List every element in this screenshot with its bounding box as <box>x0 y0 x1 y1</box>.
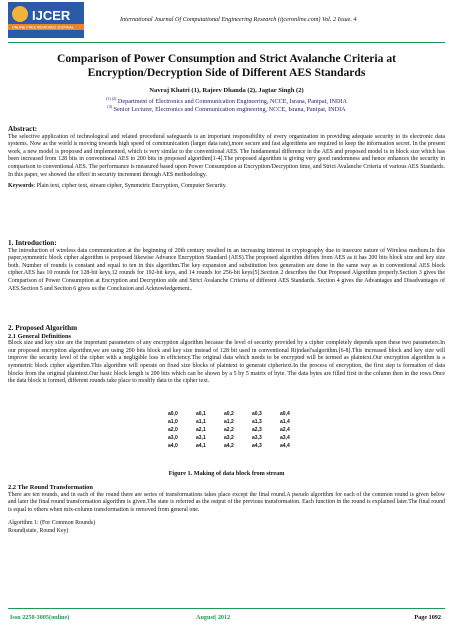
matrix-cell: a4,3 <box>252 443 262 449</box>
matrix-cell: a3,0 <box>168 435 178 441</box>
matrix-cell: a4,1 <box>196 443 206 449</box>
keywords-line <box>8 183 445 191</box>
matrix-row <box>168 419 308 427</box>
footer-date: August| 2012 <box>196 614 231 621</box>
section-2-1-text: Block size and key size are the important parameters of any encryption algorithm because the level of security provided by a cipher completely depends upon these two parameters.In our proposed encryption algorithm,we are using 200 bits block and key size instead of 128 bit used in conventional Rijndael'salgorithm.[6-8].This increased block and key size will improve the security level of the cipher with a negligible loss in efficiency.The original data which needs to be encrypted will be termed as plaintext.Our encryption algorithm is a symmetric block cipher algorithm.This algorithm will operate on fixed size blocks of plaintext to generate ciphertext.In the process of encryption, the first step is formation of data blocks from the original plaintext.Our basic block length is 200 bits which can be shown by a 5 by 5 matrix of byte. The data bytes are filled first in the column then in the rows.Once the data block is formed, different rounds take place to modify data to the cipher text. <box>8 340 445 385</box>
logo-subtext: ONLINE FREE REVIEWED JOURNAL <box>12 25 74 30</box>
matrix-cell: a0,3 <box>252 411 262 417</box>
matrix-cell: a3,3 <box>252 435 262 441</box>
matrix-cell: a3,1 <box>196 435 206 441</box>
matrix-cell: a0,4 <box>280 411 290 417</box>
matrix-cell: a3,2 <box>224 435 234 441</box>
matrix-cell: a4,0 <box>168 443 178 449</box>
affiliation-2-text: Senior Lecturer, Electronics and Communication engineering, NCCE, Israna, Panipat, INDIA <box>113 106 346 114</box>
matrix-cell: a2,2 <box>224 427 234 433</box>
algorithm-1-title: Algorithm 1: (For Common Rounds) <box>8 520 96 527</box>
introduction-section <box>8 240 445 293</box>
data-block-matrix <box>168 411 308 451</box>
matrix-cell: a2,3 <box>252 427 262 433</box>
section-2-1-heading: 2.1 General Definitions <box>8 332 72 340</box>
matrix-row <box>168 443 308 451</box>
section-2-2-text: There are ten rounds, and in each of the round there are series of transformations takes place except the final round.A pseudo algorithm for each of the common round is given below and later the final round transformation algorithm is given.The state is referred as the output of the previous transformation. Each function in the round is explained later.The final round is equal to others when mix-column transformation is removed from general one. <box>8 491 445 513</box>
matrix-cell: a2,1 <box>196 427 206 433</box>
matrix-row <box>168 435 308 443</box>
journal-logo <box>8 2 84 38</box>
matrix-cell: a1,4 <box>280 419 290 425</box>
matrix-cell: a3,4 <box>280 435 290 441</box>
section-2 <box>8 325 445 386</box>
section-2-2 <box>8 484 445 536</box>
matrix-cell: a4,2 <box>224 443 234 449</box>
intro-text: The introduction of wireless data communication at the beginning of 20th century resulted in an increasing interest in cryptography due to insecure nature of Wireless medium.In this paper,symmetric block cipher algorithm is proposed likewise Advance Encryption Standard (AES).The proposed algorithm differs from AES as it has 200 bits block size and key size both. Number of rounds is constant and equal to ten in this algorithm.The key expansion and substitution box generation are done in the same way as in conventional AES block cipher.AES has 10 rounds for 128-bit keys,12 rounds for 192-bit keys, and 14 rounds for 256-bit keys[5].Section 2 describes the Our Proposed Algorithm properly.Section 3 gives the Comparison of Power Consumption at Encryption and Decryption side and Strict Avalanche Criteria of different AES Standards. Section 4 gives the Advantages and Disadvantages of AES.Section 5 and Section 6 gives us the Conclusion and Acknowledgement.. <box>8 247 445 292</box>
figure-1-caption: Figure 1. Making of data block from stream <box>168 470 285 477</box>
abstract-text: The selective application of technological and related procedural safeguards is an important responsibility of every organization in providing adequate security to its electronic data systems. Now as the world is moving towards high speed of communication (larger data rate),more secure and fast algorithms are required to keep the information secret. In the present work, a new model is proposed and implemented, which is very similar to the conventional AES. The fundamental difference in the AES and proposed model is in block size which has been increased from 128 bits in conventional AES to 200 bits in proposed algorithm[1-4].The proposed algorithm is giving very good randomness and hence enhances the security in comparison to conventional AES. The performance is measured based upon Power Consumption at Encryption/Decryption time, and Strict Avalanche Criteria of various AES Standards. In this paper, we showed the effect in security increment through AES methodology. <box>8 133 445 178</box>
affiliation-2-marker: (3) <box>107 104 113 109</box>
matrix-cell: a1,1 <box>196 419 206 425</box>
intro-heading: 1. Introduction: <box>8 239 57 247</box>
journal-line: International Journal Of Computational Engineering Research (ijceronline.com) Vol. 2 Issue. 4 <box>120 16 357 23</box>
section-2-heading: 2. Proposed Algorithm <box>8 324 78 332</box>
abstract-heading: Abstract: <box>8 125 38 133</box>
matrix-cell: a2,0 <box>168 427 178 433</box>
matrix-cell: a2,4 <box>280 427 290 433</box>
paper-title <box>20 52 433 80</box>
matrix-cell: a1,3 <box>252 419 262 425</box>
title-line-2: Encryption/Decryption Side of Different AES Standards <box>87 66 366 79</box>
matrix-cell: a4,4 <box>280 443 290 449</box>
footer-rule <box>8 608 445 609</box>
keywords-text: : Plain text, cipher text, stream cipher, Symmetric Encryption, Computer Security. <box>33 183 227 190</box>
algorithm-1-signature: Round(state, Round Key) <box>8 527 69 534</box>
logo-text: IJCER <box>32 8 71 23</box>
matrix-cell: a1,2 <box>224 419 234 425</box>
matrix-row <box>168 411 308 419</box>
section-2-2-heading: 2.2 The Round Transformation <box>8 484 93 491</box>
title-line-1: Comparison of Power Consumption and Strict Avalanche Criteria at <box>57 52 396 65</box>
author-list: Navraj Khatri (1), Rajeev Dhanda (2), Jagtar Singh (2) <box>149 87 304 94</box>
keywords-label: Keywords <box>8 183 34 190</box>
footer-issn: Issn 2250-3005(online) <box>10 614 70 621</box>
matrix-row <box>168 427 308 435</box>
matrix-cell: a0,0 <box>168 411 178 417</box>
affiliation-2 <box>0 104 453 113</box>
matrix-cell: a0,1 <box>196 411 206 417</box>
affiliation-1-text: Department of Electronics and Communication Engineering, NCCE, Israna, Panipat, INDIA <box>117 98 347 106</box>
footer-page: Page 1092 <box>414 614 441 621</box>
abstract-section <box>8 126 445 191</box>
header-rule <box>8 42 445 43</box>
affiliation-1-marker: (1) (2) <box>106 96 117 101</box>
matrix-cell: a1,0 <box>168 419 178 425</box>
matrix-cell: a0,2 <box>224 411 234 417</box>
